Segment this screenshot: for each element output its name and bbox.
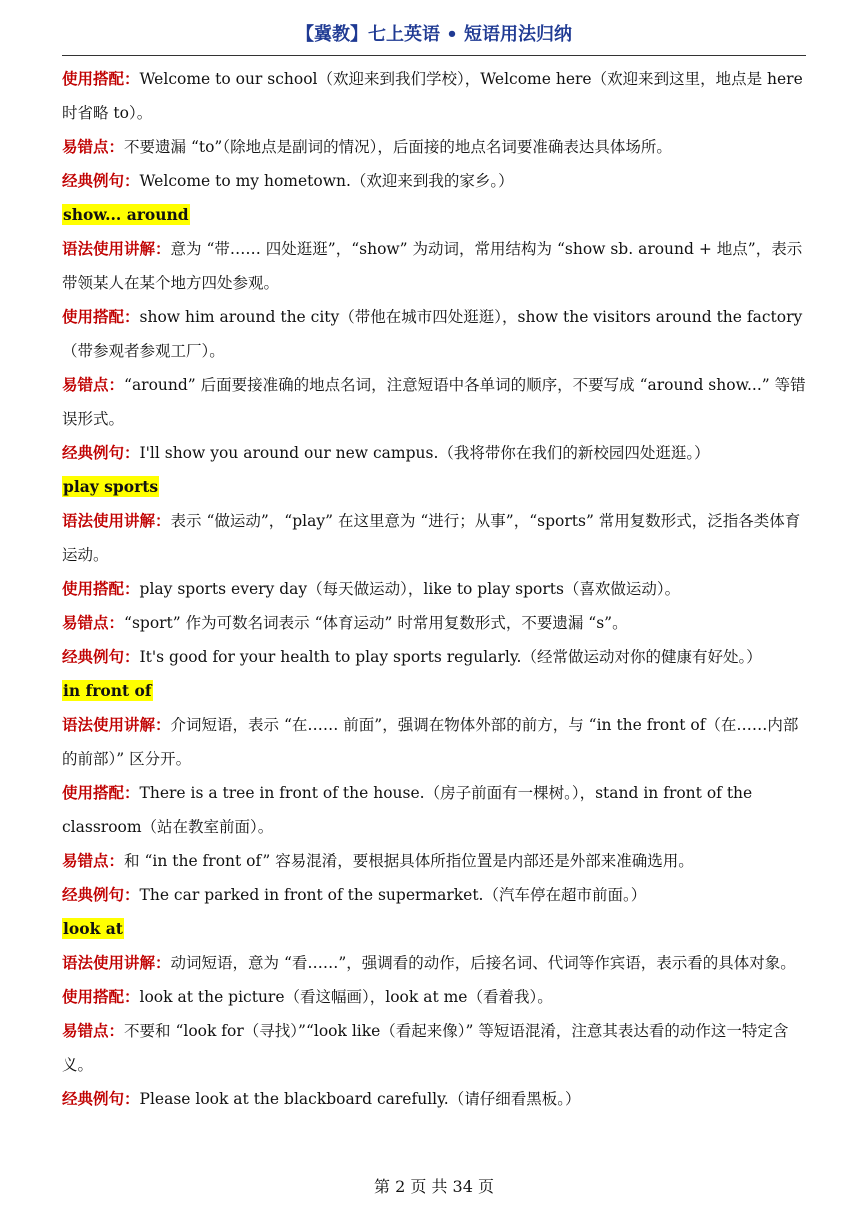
usage-text: 介词短语，表示 “在…… 前面”，强调在物体外部的前方，与 “in the front of（在……内部的前部）” 区分开。 — [62, 716, 799, 768]
usage-paragraph — [62, 1082, 808, 1116]
usage-label: 经典例句： — [62, 647, 140, 666]
phrase-heading-row — [62, 912, 808, 946]
usage-text: play sports every day（每天做运动），like to play sports（喜欢做运动）。 — [139, 580, 681, 598]
usage-label: 使用搭配： — [62, 987, 140, 1006]
phrase-heading-row — [62, 470, 808, 504]
usage-text: I'll show you around our new campus.（我将带你在我们的新校园四处逛逛。） — [139, 444, 710, 462]
usage-label: 使用搭配： — [62, 579, 140, 598]
header-divider — [62, 55, 806, 56]
usage-label: 使用搭配： — [62, 307, 140, 326]
usage-text: There is a tree in front of the house.（房子前面有一棵树。），stand in front of the classroom（站在教室前面）。 — [62, 784, 753, 836]
usage-text: “around” 后面要接准确的地点名词，注意短语中各单词的顺序，不要写成 “around show...” 等错误形式。 — [62, 376, 806, 428]
phrase-heading: show... around — [63, 205, 189, 224]
usage-label: 易错点： — [62, 1021, 125, 1040]
phrase-heading-row — [62, 198, 808, 232]
usage-label: 使用搭配： — [62, 69, 140, 88]
usage-label: 使用搭配： — [62, 783, 140, 802]
usage-paragraph — [62, 980, 808, 1014]
phrase-heading: look at — [63, 919, 123, 938]
usage-text: 不要遗漏 “to”（除地点是副词的情况），后面接的地点名词要准确表达具体场所。 — [124, 138, 672, 156]
usage-paragraph — [62, 606, 808, 640]
usage-paragraph — [62, 436, 808, 470]
usage-paragraph — [62, 300, 808, 368]
usage-text: The car parked in front of the supermarket.（汽车停在超市前面。） — [139, 886, 647, 904]
usage-text: look at the picture（看这幅画），look at me（看着我）。 — [139, 988, 553, 1006]
usage-text: Welcome to my hometown.（欢迎来到我的家乡。） — [139, 172, 514, 190]
usage-text: 不要和 “look for（寻找）”“look like（看起来像）” 等短语混淆，注意其表达看的动作这一特定含义。 — [62, 1022, 789, 1074]
usage-text: It's good for your health to play sports regularly.（经常做运动对你的健康有好处。） — [139, 648, 762, 666]
usage-paragraph — [62, 164, 808, 198]
usage-label: 易错点： — [62, 137, 125, 156]
usage-label: 语法使用讲解： — [62, 953, 171, 972]
usage-paragraph — [62, 368, 808, 436]
usage-label: 语法使用讲解： — [62, 239, 171, 258]
usage-paragraph — [62, 640, 808, 674]
usage-paragraph — [62, 844, 808, 878]
usage-label: 易错点： — [62, 851, 125, 870]
usage-label: 经典例句： — [62, 171, 140, 190]
usage-paragraph — [62, 232, 808, 300]
usage-paragraph — [62, 708, 808, 776]
usage-label: 经典例句： — [62, 1089, 140, 1108]
usage-paragraph — [62, 62, 808, 130]
usage-paragraph — [62, 946, 808, 980]
page-header-title: 【冀教】七上英语 • 短语用法归纳 — [295, 24, 573, 45]
phrase-heading-row — [62, 674, 808, 708]
usage-label: 易错点： — [62, 613, 125, 632]
usage-label: 经典例句： — [62, 885, 140, 904]
usage-label: 语法使用讲解： — [62, 511, 171, 530]
usage-text: Please look at the blackboard carefully.（请仔细看黑板。） — [139, 1090, 581, 1108]
usage-label: 语法使用讲解： — [62, 715, 171, 734]
usage-label: 易错点： — [62, 375, 125, 394]
usage-text: Welcome to our school（欢迎来到我们学校），Welcome here（欢迎来到这里，地点是 here 时省略 to）。 — [62, 70, 803, 122]
phrase-heading: in front of — [63, 681, 152, 700]
usage-paragraph — [62, 776, 808, 844]
usage-paragraph — [62, 1014, 808, 1082]
usage-paragraph — [62, 572, 808, 606]
usage-paragraph — [62, 878, 808, 912]
page-number: 第 2 页 共 34 页 — [374, 1177, 494, 1196]
usage-text: 表示 “做运动”，“play” 在这里意为 “进行；从事”，“sports” 常用复数形式，泛指各类体育运动。 — [62, 512, 801, 564]
phrase-heading: play sports — [63, 477, 159, 496]
usage-paragraph — [62, 504, 808, 572]
usage-label: 经典例句： — [62, 443, 140, 462]
usage-text: “sport” 作为可数名词表示 “体育运动” 时常用复数形式，不要遗漏 “s”。 — [124, 614, 628, 632]
usage-text: show him around the city（带他在城市四处逛逛），show the visitors around the factory（带参观者参观工厂）。 — [62, 308, 803, 360]
usage-text: 和 “in the front of” 容易混淆，要根据具体所指位置是内部还是外部来准确选用。 — [124, 852, 694, 870]
usage-paragraph — [62, 130, 808, 164]
usage-text: 意为 “带…… 四处逛逛”，“show” 为动词，常用结构为 “show sb. around + 地点”，表示带领某人在某个地方四处参观。 — [62, 240, 803, 292]
document-body — [62, 62, 808, 1116]
usage-text: 动词短语，意为 “看……”，强调看的动作，后接名词、代词等作宾语，表示看的具体对象。 — [170, 954, 796, 972]
